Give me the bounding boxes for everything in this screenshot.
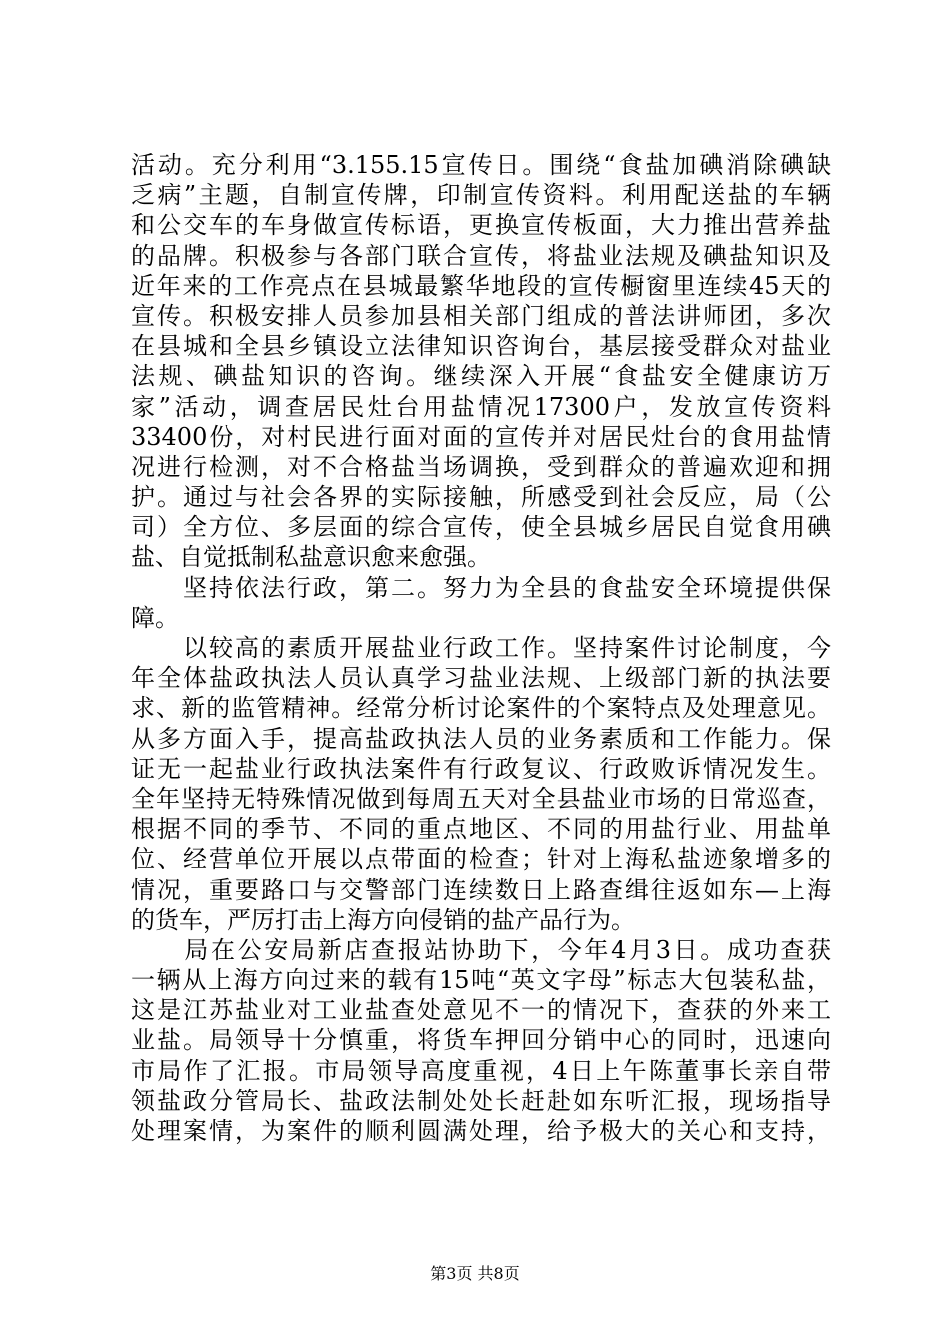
text-line: 处理案情，为案件的顺利圆满处理，给予极大的关心和支持， — [131, 1117, 831, 1145]
text-line: 证无一起盐业行政执法案件有行政复议、行政败诉情况发生。 — [131, 754, 831, 783]
text-line: 以较高的素质开展盐业行政工作。坚持案件讨论制度，今 — [131, 634, 831, 662]
text-line: 市局作了汇报。市局领导高度重视，4日上午陈董事长亲自带 — [131, 1056, 831, 1085]
text-line: 从多方面入手，提高盐政执法人员的业务素质和工作能力。保 — [131, 724, 831, 753]
text-line: 在县城和全县乡镇设立法律知识咨询台，基层接受群众对盐业 — [131, 332, 831, 361]
text-line: 全年坚持无特殊情况做到每周五天对全县盐业市场的日常巡查， — [131, 784, 831, 813]
text-line: 家”活动，调查居民灶台用盐情况17300户，发放宣传资料 — [131, 392, 831, 421]
text-line: 近年来的工作亮点在县城最繁华地段的宣传橱窗里连续45天的 — [131, 271, 831, 300]
text-line: 根据不同的季节、不同的重点地区、不同的用盐行业、用盐单 — [131, 815, 831, 844]
text-line: 情况，重要路口与交警部门连续数日上路查缉往返如东—上海 — [131, 875, 831, 904]
text-line: 一辆从上海方向过来的载有15吨“英文字母”标志大包装私盐， — [131, 966, 831, 995]
text-line: 坚持依法行政，第二。努力为全县的食盐安全环境提供保 — [131, 573, 831, 602]
document-body — [131, 150, 831, 1146]
text-line: 障。 — [131, 603, 179, 632]
text-line: 局在公安局新店查报站协助下，今年4月3日。成功查获 — [131, 935, 831, 964]
text-line: 况进行检测，对不合格盐当场调换，受到群众的普遍欢迎和拥 — [131, 452, 831, 481]
text-line: 法规、碘盐知识的咨询。继续深入开展“食盐安全健康访万 — [131, 362, 831, 391]
text-line: 领盐政分管局长、盐政法制处处长赶赴如东听汇报，现场指导 — [131, 1086, 831, 1115]
text-line: 位、经营单位开展以点带面的检查；针对上海私盐迹象增多的 — [131, 845, 831, 874]
text-line: 司）全方位、多层面的综合宣传，使全县城乡居民自觉食用碘 — [131, 513, 831, 542]
text-line: 盐、自觉抵制私盐意识愈来愈强。 — [131, 543, 491, 572]
text-line: 业盐。局领导十分慎重，将货车押回分销中心的同时，迅速向 — [131, 1026, 831, 1055]
text-line: 宣传。积极安排人员参加县相关部门组成的普法讲师团，多次 — [131, 301, 831, 330]
page-footer — [0, 1264, 950, 1284]
text-line: 求、新的监管精神。经常分析讨论案件的个案特点及处理意见。 — [131, 694, 831, 723]
text-line: 33400份，对村民进行面对面的宣传并对居民灶台的食用盐情 — [131, 422, 831, 451]
text-line: 的品牌。积极参与各部门联合宣传，将盐业法规及碘盐知识及 — [131, 241, 831, 270]
text-line: 这是江苏盐业对工业盐查处意见不一的情况下，查获的外来工 — [131, 996, 831, 1025]
text-line: 的货车，严厉打击上海方向侵销的盐产品行为。 — [131, 905, 635, 934]
text-line: 活动。充分利用“3.155.15宣传日。围绕“食盐加碘消除碘缺 — [131, 151, 831, 179]
page-number: 第3页 共8页 — [430, 1264, 520, 1283]
text-line: 和公交车的车身做宣传标语，更换宣传板面，大力推出营养盐 — [131, 211, 831, 240]
text-line: 护。通过与社会各界的实际接触，所感受到社会反应，局（公 — [131, 483, 831, 512]
text-line: 年全体盐政执法人员认真学习盐业法规、上级部门新的执法要 — [131, 664, 831, 693]
text-line: 乏病”主题，自制宣传牌，印制宣传资料。利用配送盐的车辆 — [131, 181, 831, 210]
